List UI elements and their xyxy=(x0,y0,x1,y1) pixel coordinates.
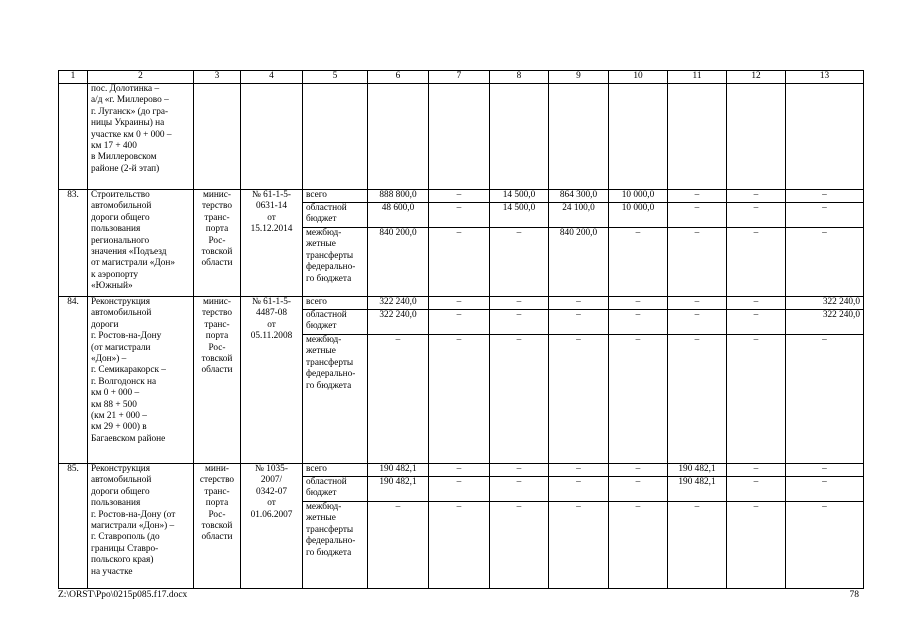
column-number: 11 xyxy=(668,71,727,84)
page-number: 78 xyxy=(849,590,859,600)
investment-table xyxy=(58,70,864,589)
amount-cell: – xyxy=(609,310,668,335)
cell-line: порта xyxy=(205,498,229,509)
cell-line: трансферты xyxy=(306,357,354,368)
amount-cell: 24 100,0 xyxy=(549,203,609,228)
amount-cell: – xyxy=(549,335,609,464)
table-cell xyxy=(59,84,88,190)
amount-cell: – xyxy=(549,310,609,335)
cell-line: польского края) xyxy=(91,555,154,566)
amount-cell: 840 200,0 xyxy=(549,228,609,297)
funding-source xyxy=(303,335,368,464)
amount-cell: – xyxy=(727,477,786,502)
table-cell xyxy=(786,84,864,190)
cell-line: транс- xyxy=(204,212,230,223)
amount-cell: – xyxy=(668,502,727,589)
amount-cell: – xyxy=(609,335,668,464)
table-cell xyxy=(609,84,668,190)
amount-cell: – xyxy=(668,310,727,335)
column-number: 3 xyxy=(194,71,241,84)
funding-source xyxy=(303,310,368,335)
amount-cell: – xyxy=(490,477,549,502)
cell-line: области xyxy=(201,365,233,376)
file-path: Z:\ORST\Ppo\0215p085.f17.docx xyxy=(58,590,188,600)
cell-line: всего xyxy=(306,297,327,307)
cell-line: транс- xyxy=(204,486,230,497)
cell-line: автомобильной xyxy=(91,475,152,486)
amount-cell: – xyxy=(668,190,727,203)
amount-cell: – xyxy=(727,310,786,335)
cell-line: 01.06.2007 xyxy=(250,509,293,520)
cell-line: всего xyxy=(306,464,327,474)
cell-line: а/д «г. Миллерово – xyxy=(91,95,169,106)
cell-line: терство xyxy=(201,201,232,212)
continued-row xyxy=(59,84,864,190)
amount-cell: 322 240,0 xyxy=(368,297,429,310)
amount-cell: – xyxy=(727,464,786,477)
amount-cell: – xyxy=(429,310,490,335)
row-number: 84. xyxy=(59,297,88,464)
cell-line: межбюд- xyxy=(306,228,342,238)
amount-cell: – xyxy=(429,502,490,589)
table-cell xyxy=(668,84,727,190)
amount-cell: – xyxy=(668,228,727,297)
amount-cell: – xyxy=(609,228,668,297)
amount-cell: 48 600,0 xyxy=(368,203,429,228)
cell-line: регионального xyxy=(91,235,150,246)
cell-line: г. Семикаракорск – xyxy=(91,365,166,376)
cell-line: № 61-1-5- xyxy=(251,297,292,307)
table-cell xyxy=(241,84,303,190)
cell-line: (км 21 + 000 – xyxy=(91,411,147,422)
cell-line: порта xyxy=(205,331,229,342)
amount-cell: 322 240,0 xyxy=(368,310,429,335)
cell-line: областной xyxy=(306,477,347,487)
cell-line: области xyxy=(201,532,233,543)
amount-cell: 10 000,0 xyxy=(609,190,668,203)
cell-line: минис- xyxy=(202,190,232,200)
amount-cell: – xyxy=(429,203,490,228)
cell-line: 2007/ xyxy=(260,475,283,486)
cell-line: товской xyxy=(201,521,233,532)
cell-line: к аэропорту xyxy=(91,269,138,280)
table-cell xyxy=(549,84,609,190)
cell-line: федерально- xyxy=(306,369,356,380)
amount-cell: – xyxy=(786,464,864,477)
amount-cell: – xyxy=(609,477,668,502)
cell-line: транс- xyxy=(204,319,230,330)
amount-cell: – xyxy=(786,203,864,228)
cell-line: от xyxy=(267,498,276,509)
amount-cell: 864 300,0 xyxy=(549,190,609,203)
amount-cell: – xyxy=(786,228,864,297)
amount-cell: 14 500,0 xyxy=(490,190,549,203)
document-ref xyxy=(241,297,303,464)
row-number: 83. xyxy=(59,190,88,297)
cell-line: Рос- xyxy=(208,342,226,353)
object-name xyxy=(88,190,194,297)
cell-line: го бюджета xyxy=(306,273,352,284)
responsible-org xyxy=(194,464,241,589)
cell-line: области xyxy=(201,258,233,269)
amount-cell: – xyxy=(668,335,727,464)
amount-cell: 190 482,1 xyxy=(368,477,429,502)
column-number-row xyxy=(59,71,864,84)
cell-line: Рос- xyxy=(208,235,226,246)
cell-line: г. Ростов-на-Дону xyxy=(91,331,162,342)
cell-line: 15.12.2014 xyxy=(250,224,293,235)
column-number: 4 xyxy=(241,71,303,84)
cell-line: от магистрали «Дон» xyxy=(91,258,176,269)
cell-line: областной xyxy=(306,203,347,213)
amount-cell: – xyxy=(549,502,609,589)
cell-line: г. Волгодонск на xyxy=(91,376,157,387)
amount-cell: 190 482,1 xyxy=(368,464,429,477)
amount-cell: – xyxy=(786,502,864,589)
cell-line: терство xyxy=(201,308,232,319)
cell-line: межбюд- xyxy=(306,335,342,345)
amount-cell: – xyxy=(549,477,609,502)
funding-source xyxy=(303,502,368,589)
amount-cell: – xyxy=(609,502,668,589)
cell-line: межбюд- xyxy=(306,502,342,512)
amount-cell: 14 500,0 xyxy=(490,203,549,228)
cell-line: № 61-1-5- xyxy=(251,190,292,200)
column-number: 13 xyxy=(786,71,864,84)
cell-line: 0631-14 xyxy=(256,201,287,212)
amount-cell: – xyxy=(668,203,727,228)
cell-line: г. Ростов-на-Дону (от xyxy=(91,509,176,520)
cell-line: автомобильной xyxy=(91,308,152,319)
cell-line: г. Ставрополь (до xyxy=(91,532,160,543)
cell-line: от xyxy=(267,212,276,223)
amount-cell: – xyxy=(727,335,786,464)
amount-cell: – xyxy=(727,203,786,228)
funding-source xyxy=(303,477,368,502)
column-number: 10 xyxy=(609,71,668,84)
amount-cell: – xyxy=(609,297,668,310)
amount-cell: – xyxy=(786,190,864,203)
document-ref xyxy=(241,464,303,589)
table-cell xyxy=(727,84,786,190)
cell-line: бюджет xyxy=(306,214,337,225)
object-name xyxy=(88,464,194,589)
cell-line: от xyxy=(267,319,276,330)
amount-cell: – xyxy=(727,228,786,297)
cell-line: областной xyxy=(306,310,347,320)
cell-line: товской xyxy=(201,354,233,365)
amount-cell: – xyxy=(429,335,490,464)
amount-cell: – xyxy=(490,310,549,335)
responsible-org xyxy=(194,190,241,297)
amount-cell: 190 482,1 xyxy=(668,464,727,477)
column-number: 12 xyxy=(727,71,786,84)
column-number: 6 xyxy=(368,71,429,84)
amount-cell: – xyxy=(668,297,727,310)
cell-line: Реконструкция xyxy=(91,464,151,474)
cell-line: г. Луганск» (до гра- xyxy=(91,106,169,117)
cell-line: ницы Украины) на xyxy=(91,118,165,129)
amount-cell: – xyxy=(429,464,490,477)
cell-line: всего xyxy=(306,190,327,200)
amount-cell: – xyxy=(368,502,429,589)
cell-line: значения «Подъезд xyxy=(91,247,167,258)
column-number: 7 xyxy=(429,71,490,84)
cell-line: (от магистрали xyxy=(91,342,151,353)
cell-line: № 1035- xyxy=(255,464,288,474)
amount-cell: – xyxy=(727,297,786,310)
amount-cell: 322 240,0 xyxy=(786,297,864,310)
amount-cell: – xyxy=(549,297,609,310)
funding-source xyxy=(303,464,368,477)
cell-line: км 29 + 000) в xyxy=(91,422,147,433)
amount-cell: – xyxy=(429,190,490,203)
cell-line: жетные xyxy=(306,513,336,524)
cell-line: жетные xyxy=(306,346,336,357)
funding-source xyxy=(303,228,368,297)
cell-line: товской xyxy=(201,247,233,258)
cell-line: трансферты xyxy=(306,524,354,535)
column-number: 9 xyxy=(549,71,609,84)
funding-source xyxy=(303,190,368,203)
amount-cell: – xyxy=(429,297,490,310)
amount-cell: – xyxy=(490,464,549,477)
cell-line: участке км 0 + 000 – xyxy=(91,129,172,140)
cell-line: на участке xyxy=(91,566,133,577)
cell-line: Багаевском районе xyxy=(91,433,166,444)
cell-line: 0342-07 xyxy=(256,486,287,497)
row-number: 85. xyxy=(59,464,88,589)
column-number: 8 xyxy=(490,71,549,84)
cell-line: пользования xyxy=(91,224,141,235)
cell-line: 05.11.2008 xyxy=(250,331,293,342)
cell-line: дороги общего xyxy=(91,486,150,497)
table-cell xyxy=(88,84,194,190)
column-number: 5 xyxy=(303,71,368,84)
amount-cell: – xyxy=(368,335,429,464)
cell-line: мини- xyxy=(205,464,229,474)
cell-line: в Миллеровском xyxy=(91,152,157,163)
cell-line: 4487-08 xyxy=(256,308,287,319)
cell-line: км 0 + 000 – xyxy=(91,388,140,399)
cell-line: Строительство xyxy=(91,190,150,200)
object-name xyxy=(88,297,194,464)
cell-line: федерально- xyxy=(306,536,356,547)
amount-cell: – xyxy=(786,477,864,502)
table-cell xyxy=(368,84,429,190)
amount-cell: – xyxy=(490,502,549,589)
cell-line: го бюджета xyxy=(306,380,352,391)
amount-cell: – xyxy=(490,297,549,310)
cell-line: Рос- xyxy=(208,509,226,520)
column-number: 1 xyxy=(59,71,88,84)
cell-line: федерально- xyxy=(306,262,356,273)
document-ref xyxy=(241,190,303,297)
cell-line: стерство xyxy=(199,475,235,486)
cell-line: го бюджета xyxy=(306,547,352,558)
cell-line: пос. Долотинка – xyxy=(91,84,160,94)
amount-cell: – xyxy=(429,228,490,297)
cell-line: бюджет xyxy=(306,488,337,499)
amount-cell: – xyxy=(609,464,668,477)
cell-line: трансферты xyxy=(306,250,354,261)
amount-cell: – xyxy=(727,502,786,589)
table-row xyxy=(59,297,864,310)
amount-cell: – xyxy=(429,477,490,502)
amount-cell: – xyxy=(490,335,549,464)
amount-cell: 840 200,0 xyxy=(368,228,429,297)
cell-line: км 88 + 500 xyxy=(91,399,137,410)
amount-cell: – xyxy=(490,228,549,297)
cell-line: пользования xyxy=(91,498,141,509)
funding-source xyxy=(303,297,368,310)
amount-cell: 190 482,1 xyxy=(668,477,727,502)
amount-cell: – xyxy=(786,335,864,464)
cell-line: автомобильной xyxy=(91,201,152,212)
cell-line: минис- xyxy=(202,297,232,307)
amount-cell: – xyxy=(549,464,609,477)
cell-line: магистрали «Дон») – xyxy=(91,521,175,532)
table-cell xyxy=(194,84,241,190)
table-cell xyxy=(490,84,549,190)
table-row xyxy=(59,464,864,477)
cell-line: порта xyxy=(205,224,229,235)
cell-line: Реконструкция xyxy=(91,297,151,307)
table-row xyxy=(59,190,864,203)
amount-cell: – xyxy=(727,190,786,203)
amount-cell: 322 240,0 xyxy=(786,310,864,335)
column-number: 2 xyxy=(88,71,194,84)
cell-line: «Южный» xyxy=(91,281,133,292)
cell-line: дороги xyxy=(91,319,119,330)
cell-line: границы Ставро- xyxy=(91,543,159,554)
cell-line: км 17 + 400 xyxy=(91,141,137,152)
cell-line: районе (2-й этап) xyxy=(91,163,160,174)
cell-line: «Дон») – xyxy=(91,354,127,365)
responsible-org xyxy=(194,297,241,464)
table-cell xyxy=(303,84,368,190)
amount-cell: 10 000,0 xyxy=(609,203,668,228)
cell-line: дороги общего xyxy=(91,212,150,223)
amount-cell: 888 800,0 xyxy=(368,190,429,203)
table-cell xyxy=(429,84,490,190)
cell-line: бюджет xyxy=(306,321,337,332)
funding-source xyxy=(303,203,368,228)
cell-line: жетные xyxy=(306,239,336,250)
